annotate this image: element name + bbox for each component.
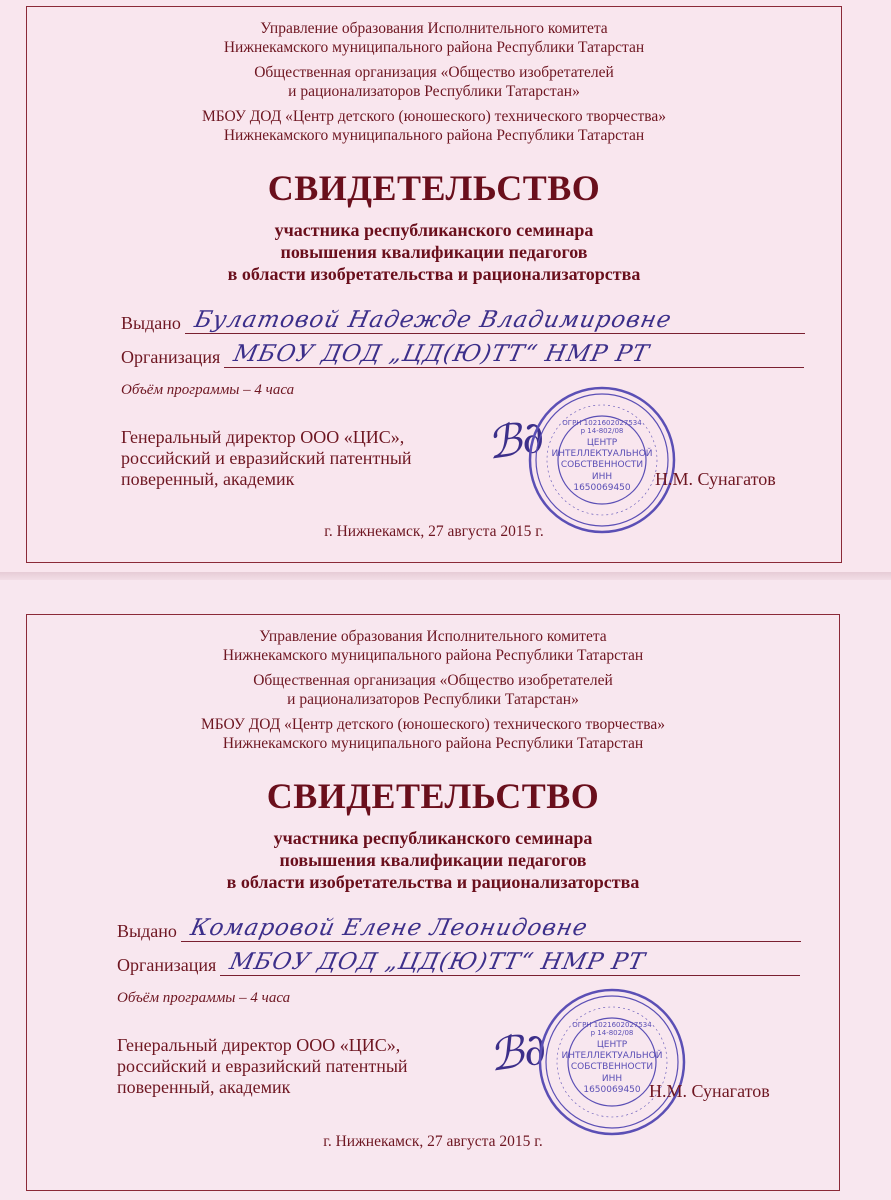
subtitle-line: в области изобретательства и рационализаторства (227, 264, 641, 284)
issued-to-label: Выдано (121, 313, 181, 333)
org-line: МБОУ ДОД «Центр детского (юношеского) технического творчества» (200, 716, 666, 733)
org-line: Нижнекамского муниципального района Республики Татарстан (222, 647, 644, 664)
subtitle-line: в области изобретательства и рационализаторства (226, 872, 640, 892)
sheet-gap (0, 572, 891, 580)
seal-text: СОБСТВЕННОСТИ (560, 460, 644, 470)
signature: ℬ∂ (483, 411, 548, 470)
certificate-frame (26, 6, 842, 563)
round-seal (527, 385, 677, 535)
round-seal (537, 987, 687, 1137)
issued-to-field (121, 307, 805, 334)
organization-line (224, 341, 804, 368)
org-line: Управление образования Исполнительного комитета (260, 20, 608, 37)
seal-text: СОБСТВЕННОСТИ (570, 1062, 654, 1072)
program-volume: Объём программы – 4 часа (121, 382, 295, 398)
director-title (121, 427, 412, 490)
issued-to-line (185, 307, 805, 334)
subtitle-line: повышения квалификации педагогов (279, 850, 587, 870)
org-line: Нижнекамского муниципального района Республики Татарстан (222, 735, 644, 752)
director-line: Генеральный директор ООО «ЦИС», (117, 1035, 401, 1055)
seal-text: ОГРН 1021602027534 (562, 419, 642, 427)
seal-text: ИНН (591, 472, 613, 482)
issued-to-line (181, 915, 801, 942)
issued-to-value: Булатовой Надежде Владимировне (192, 307, 675, 333)
organization-line (220, 949, 800, 976)
director-line: российский и евразийский патентный (121, 448, 412, 468)
issuing-organizations (27, 19, 841, 145)
org-line: МБОУ ДОД «Центр детского (юношеского) технического творчества» (201, 108, 667, 125)
seal-text: ОГРН 1021602027534 (572, 1021, 652, 1029)
certificate-title: СВИДЕТЕЛЬСТВО (266, 776, 600, 816)
place-and-date: г. Нижнекамск, 27 августа 2015 г. (324, 523, 544, 540)
issued-to-label: Выдано (117, 921, 177, 941)
org-line: и рационализаторов Республики Татарстан» (287, 691, 579, 708)
subtitle-line: повышения квалификации педагогов (280, 242, 588, 262)
director-line: поверенный, академик (121, 469, 295, 489)
seal-text: ИНТЕЛЛЕКТУАЛЬНОЙ (561, 1051, 663, 1061)
certificate-bottom (0, 580, 891, 1200)
seal-text: р 14-802/08 (590, 1029, 634, 1037)
issuing-organizations (27, 627, 839, 753)
seal-text: ИНН (601, 1074, 623, 1084)
signer-name: Н.М. Сунагатов (655, 469, 776, 489)
issued-to-field (117, 915, 801, 942)
seal-text: 1650069450 (583, 1085, 641, 1095)
director-line: российский и евразийский патентный (117, 1056, 408, 1076)
seal-text: ИНТЕЛЛЕКТУАЛЬНОЙ (551, 449, 653, 459)
signature: ℬ∂ (485, 1023, 550, 1082)
seal-text: ЦЕНТР (596, 1040, 628, 1050)
organization-field (121, 341, 804, 368)
subtitle-line: участника республиканского семинара (273, 828, 593, 848)
director-line: поверенный, академик (117, 1077, 291, 1097)
place-and-date: г. Нижнекамск, 27 августа 2015 г. (323, 1133, 543, 1150)
org-line: Общественная организация «Общество изобретателей (253, 672, 613, 689)
signer-name: Н.М. Сунагатов (649, 1081, 770, 1101)
org-line: Общественная организация «Общество изобретателей (254, 64, 614, 81)
seal-text: 1650069450 (573, 483, 631, 493)
certificate-subtitle (27, 827, 839, 893)
org-line: Нижнекамского муниципального района Республики Татарстан (223, 39, 645, 56)
org-line: и рационализаторов Республики Татарстан» (288, 83, 580, 100)
organization-value: МБОУ ДОД „ЦД(Ю)ТТ“ НМР РТ (227, 949, 648, 975)
seal-text: р 14-802/08 (580, 427, 624, 435)
certificate-top (0, 0, 891, 572)
seal-text: ЦЕНТР (586, 438, 618, 448)
certificate-subtitle (27, 219, 841, 285)
organization-label: Организация (117, 955, 217, 975)
issued-to-value: Комаровой Елене Леонидовне (188, 915, 591, 941)
organization-label: Организация (121, 347, 221, 367)
organization-value: МБОУ ДОД „ЦД(Ю)ТТ“ НМР РТ (231, 341, 652, 367)
organization-field (117, 949, 800, 976)
program-volume: Объём программы – 4 часа (117, 990, 291, 1006)
director-title (117, 1035, 408, 1098)
org-line: Управление образования Исполнительного комитета (259, 628, 607, 645)
certificate-frame (26, 614, 840, 1191)
certificate-title: СВИДЕТЕЛЬСТВО (267, 168, 601, 208)
org-line: Нижнекамского муниципального района Республики Татарстан (223, 127, 645, 144)
subtitle-line: участника республиканского семинара (274, 220, 594, 240)
director-line: Генеральный директор ООО «ЦИС», (121, 427, 405, 447)
